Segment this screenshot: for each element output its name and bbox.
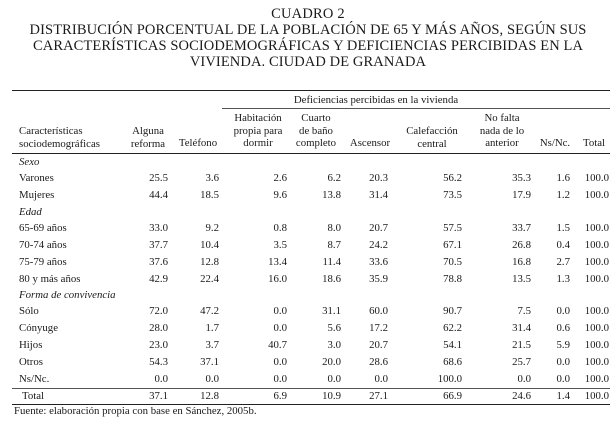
title-line-2: DISTRIBUCIÓN PORCENTUAL DE LA POBLACIÓN DE 65 Y MÁS AÑOS, SEGÚN SUS bbox=[29, 22, 587, 38]
row-label: 80 y más años bbox=[19, 273, 81, 285]
cell-bano: 11.4 bbox=[322, 256, 341, 268]
table-row bbox=[0, 303, 616, 320]
table-row bbox=[0, 237, 616, 254]
row-label: 75-79 años bbox=[19, 256, 67, 268]
cell-calefaccion: 73.5 bbox=[443, 189, 462, 201]
table-row bbox=[0, 254, 616, 271]
cell-bano: 31.1 bbox=[322, 305, 341, 317]
row-label: Ns/Nc. bbox=[19, 373, 50, 385]
cell-calefaccion: 67.1 bbox=[443, 239, 462, 251]
cell-total: 100.0 bbox=[584, 356, 609, 368]
cell-total: 100.0 bbox=[584, 305, 609, 317]
cell-reforma: 42.9 bbox=[149, 273, 168, 285]
cell-ascensor: 28.6 bbox=[369, 356, 388, 368]
cell-reforma: 28.0 bbox=[149, 322, 168, 334]
cell-ascensor: 20.3 bbox=[369, 172, 388, 184]
cell-habitacion: 6.9 bbox=[273, 390, 287, 402]
cell-calefaccion: 78.8 bbox=[443, 273, 462, 285]
cell-no-falta: 26.8 bbox=[512, 239, 531, 251]
cell-ascensor: 60.0 bbox=[369, 305, 388, 317]
cell-reforma: 0.0 bbox=[154, 373, 168, 385]
row-label: Varones bbox=[19, 172, 54, 184]
cell-ascensor: 27.1 bbox=[369, 390, 388, 402]
cell-bano: 6.2 bbox=[327, 172, 341, 184]
cell-telefono: 12.8 bbox=[200, 256, 219, 268]
section-label-sexo: Sexo bbox=[19, 156, 40, 168]
cell-nsnc: 5.9 bbox=[556, 339, 570, 351]
row-label: Sólo bbox=[19, 305, 39, 317]
cell-telefono: 0.0 bbox=[205, 373, 219, 385]
cell-calefaccion: 54.1 bbox=[443, 339, 462, 351]
cell-telefono: 3.7 bbox=[205, 339, 219, 351]
cell-calefaccion: 57.5 bbox=[443, 222, 462, 234]
cell-ascensor: 24.2 bbox=[369, 239, 388, 251]
cell-nsnc: 0.0 bbox=[556, 305, 570, 317]
column-header-nsnc: Ns/Nc. bbox=[539, 137, 571, 149]
row-label: Mujeres bbox=[19, 189, 55, 201]
cell-bano: 20.0 bbox=[322, 356, 341, 368]
cell-telefono: 1.7 bbox=[205, 322, 219, 334]
cell-telefono: 10.4 bbox=[200, 239, 219, 251]
column-header-no-falta: No falta nada de lo anterior bbox=[479, 112, 525, 149]
cell-total: 100.0 bbox=[584, 373, 609, 385]
cell-reforma: 54.3 bbox=[149, 356, 168, 368]
cell-habitacion: 0.0 bbox=[273, 305, 287, 317]
cell-calefaccion: 68.6 bbox=[443, 356, 462, 368]
cell-nsnc: 0.4 bbox=[556, 239, 570, 251]
cell-telefono: 9.2 bbox=[205, 222, 219, 234]
cell-no-falta: 7.5 bbox=[517, 305, 531, 317]
cell-reforma: 25.5 bbox=[149, 172, 168, 184]
table-row bbox=[0, 354, 616, 371]
cell-no-falta: 13.5 bbox=[512, 273, 531, 285]
cell-total: 100.0 bbox=[584, 239, 609, 251]
row-label: Otros bbox=[19, 356, 43, 368]
column-header-total: Total bbox=[582, 137, 606, 149]
source-note: Fuente: elaboración propia con base en Sánchez, 2005b. bbox=[14, 405, 257, 417]
cell-calefaccion: 56.2 bbox=[443, 172, 462, 184]
table-row bbox=[0, 170, 616, 187]
cell-no-falta: 21.5 bbox=[512, 339, 531, 351]
cell-bano: 13.8 bbox=[322, 189, 341, 201]
cell-habitacion: 0.0 bbox=[273, 356, 287, 368]
cell-ascensor: 17.2 bbox=[369, 322, 388, 334]
table-row bbox=[0, 371, 616, 388]
row-label: Cónyuge bbox=[19, 322, 58, 334]
cell-reforma: 23.0 bbox=[149, 339, 168, 351]
cell-no-falta: 16.8 bbox=[512, 256, 531, 268]
cell-no-falta: 35.3 bbox=[512, 172, 531, 184]
cell-nsnc: 2.7 bbox=[556, 256, 570, 268]
table-row-total bbox=[0, 388, 616, 405]
column-header-calefaccion: Calefacción central bbox=[406, 125, 458, 150]
cell-ascensor: 35.9 bbox=[369, 273, 388, 285]
cell-ascensor: 20.7 bbox=[369, 222, 388, 234]
cell-nsnc: 1.5 bbox=[556, 222, 570, 234]
cell-reforma: 72.0 bbox=[149, 305, 168, 317]
cell-telefono: 12.8 bbox=[200, 390, 219, 402]
cell-telefono: 3.6 bbox=[205, 172, 219, 184]
row-label: Hijos bbox=[19, 339, 43, 351]
cell-bano: 18.6 bbox=[322, 273, 341, 285]
cell-no-falta: 33.7 bbox=[512, 222, 531, 234]
row-label: Total bbox=[22, 390, 45, 402]
cell-bano: 10.9 bbox=[322, 390, 341, 402]
table-title bbox=[0, 6, 616, 71]
column-header-reforma: Alguna reforma bbox=[130, 125, 166, 150]
title-line-3: CARACTERÍSTICAS SOCIODEMOGRÁFICAS Y DEFICIENCIAS PERCIBIDAS EN LA bbox=[32, 38, 584, 55]
cell-calefaccion: 66.9 bbox=[443, 390, 462, 402]
cell-bano: 8.7 bbox=[327, 239, 341, 251]
cell-habitacion: 9.6 bbox=[273, 189, 287, 201]
cell-nsnc: 0.0 bbox=[556, 373, 570, 385]
table-row bbox=[0, 271, 616, 288]
group-header: Deficiencias percibidas en la vivienda bbox=[293, 94, 459, 106]
title-line-4: VIVIENDA. CIUDAD DE GRANADA bbox=[189, 54, 427, 71]
cell-ascensor: 33.6 bbox=[369, 256, 388, 268]
cell-total: 100.0 bbox=[584, 339, 609, 351]
cell-reforma: 37.7 bbox=[149, 239, 168, 251]
cell-bano: 3.0 bbox=[327, 339, 341, 351]
cell-nsnc: 0.6 bbox=[556, 322, 570, 334]
top-rule bbox=[12, 90, 610, 91]
cell-no-falta: 0.0 bbox=[517, 373, 531, 385]
table-row bbox=[0, 220, 616, 237]
cell-habitacion: 3.5 bbox=[273, 239, 287, 251]
cell-calefaccion: 100.0 bbox=[437, 373, 462, 385]
cell-no-falta: 25.7 bbox=[512, 356, 531, 368]
cell-habitacion: 0.0 bbox=[273, 322, 287, 334]
cell-ascensor: 0.0 bbox=[374, 373, 388, 385]
cell-calefaccion: 90.7 bbox=[443, 305, 462, 317]
cell-nsnc: 1.3 bbox=[556, 273, 570, 285]
header-bottom-rule bbox=[12, 153, 610, 154]
cell-ascensor: 20.7 bbox=[369, 339, 388, 351]
section-label-edad: Edad bbox=[19, 206, 42, 218]
cell-habitacion: 0.8 bbox=[273, 222, 287, 234]
column-header-ascensor: Ascensor bbox=[349, 137, 391, 149]
cell-ascensor: 31.4 bbox=[369, 189, 388, 201]
cell-telefono: 47.2 bbox=[200, 305, 219, 317]
section-label-convivencia: Forma de convivencia bbox=[19, 289, 116, 301]
column-header-bano: Cuarto de baño completo bbox=[295, 112, 337, 149]
cell-telefono: 18.5 bbox=[200, 189, 219, 201]
cell-no-falta: 24.6 bbox=[512, 390, 531, 402]
cell-telefono: 22.4 bbox=[200, 273, 219, 285]
cell-habitacion: 2.6 bbox=[273, 172, 287, 184]
cell-total: 100.0 bbox=[584, 172, 609, 184]
row-label: 70-74 años bbox=[19, 239, 67, 251]
cell-nsnc: 1.6 bbox=[556, 172, 570, 184]
cell-habitacion: 13.4 bbox=[268, 256, 287, 268]
cell-telefono: 37.1 bbox=[200, 356, 219, 368]
cell-total: 100.0 bbox=[584, 189, 609, 201]
cell-habitacion: 0.0 bbox=[273, 373, 287, 385]
cell-nsnc: 1.2 bbox=[556, 189, 570, 201]
table-row bbox=[0, 187, 616, 204]
cell-reforma: 37.6 bbox=[149, 256, 168, 268]
table-row bbox=[0, 337, 616, 354]
column-header-characteristics: Características sociodemográficas bbox=[19, 125, 100, 150]
cell-habitacion: 16.0 bbox=[268, 273, 287, 285]
table-row bbox=[0, 320, 616, 337]
cell-reforma: 37.1 bbox=[149, 390, 168, 402]
cell-calefaccion: 70.5 bbox=[443, 256, 462, 268]
cell-bano: 5.6 bbox=[327, 322, 341, 334]
column-header-telefono: Teléfono bbox=[178, 137, 218, 149]
cell-bano: 8.0 bbox=[327, 222, 341, 234]
column-header-habitacion: Habitación propia para dormir bbox=[233, 112, 283, 149]
cell-reforma: 44.4 bbox=[149, 189, 168, 201]
cell-total: 100.0 bbox=[584, 273, 609, 285]
cell-reforma: 33.0 bbox=[149, 222, 168, 234]
cell-total: 100.0 bbox=[584, 256, 609, 268]
cell-total: 100.0 bbox=[584, 222, 609, 234]
cell-calefaccion: 62.2 bbox=[443, 322, 462, 334]
title-line-1: CUADRO 2 bbox=[271, 6, 345, 22]
cell-total: 100.0 bbox=[584, 390, 609, 402]
cell-no-falta: 31.4 bbox=[512, 322, 531, 334]
cell-nsnc: 1.4 bbox=[556, 390, 570, 402]
cell-total: 100.0 bbox=[584, 322, 609, 334]
cell-nsnc: 0.0 bbox=[556, 356, 570, 368]
row-label: 65-69 años bbox=[19, 222, 67, 234]
cell-no-falta: 17.9 bbox=[512, 189, 531, 201]
cell-bano: 0.0 bbox=[327, 373, 341, 385]
cell-habitacion: 40.7 bbox=[268, 339, 287, 351]
group-header-rule bbox=[222, 108, 610, 109]
